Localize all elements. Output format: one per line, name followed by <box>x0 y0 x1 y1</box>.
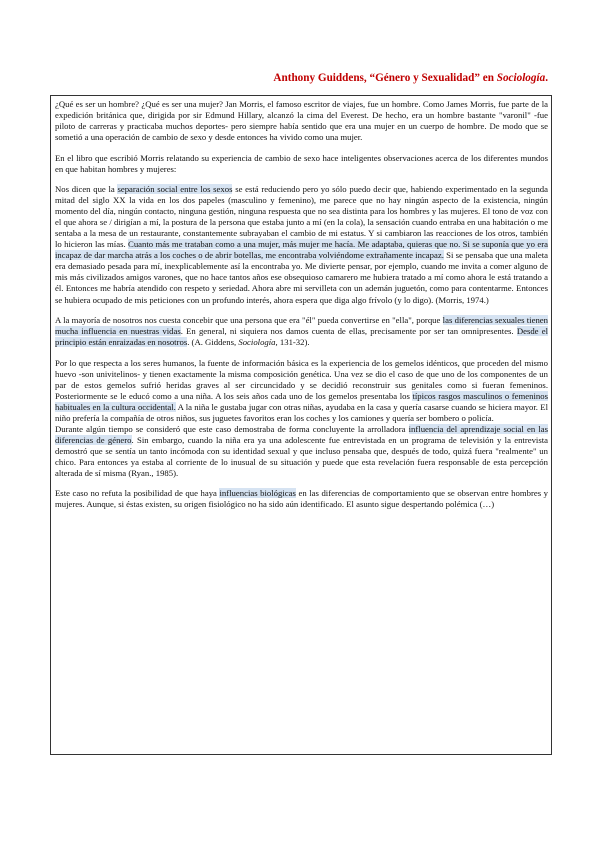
paragraph-morris-quote <box>55 184 548 306</box>
highlight-aprendizaje-social: influencia del aprendizaje social en las diferencias de género <box>55 423 548 445</box>
quote-text: Si se pensaba que una maleta era demasiado pesada para mí, inexplicablemente así la encontraba yo. Me divierte pensar, por ejemplo, cuando me invita a comer alguno de mis más civilizados amigos varones, que no hace tantos años ese obsequioso camarero me hubiera tratado a mí como ahora le está tratando a él. Entonces me habría atendido con respeto y seriedad. Ahora abre mi servilleta con un ademán juguetón, como para contentarme. Entonces se hubiera ocupado de mis peticiones con un profundo interés, ahora espera que diga algo frívolo (y lo digo). (Morris, 1974.) <box>55 250 549 305</box>
paragraph-text: . En general, ni siquiera nos damos cuenta de ellas, precisamente por ser tan omnipresentes. <box>180 326 517 337</box>
highlight-rasgos-tipicos: típicos rasgos masculinos o femeninos habituales en la cultura occidental. <box>55 390 548 412</box>
quote-text: Nos dicen que la <box>55 184 118 195</box>
header-book-title: Sociología <box>496 72 546 84</box>
paragraph-diferencias-sexuales <box>55 315 548 348</box>
paragraph-text: Durante algún tiempo se consideró que este caso demostraba de forma concluyente la arrolladora <box>55 423 409 434</box>
paragraph-text: en las diferencias de comportamiento que se observan entre hombres y mujeres. Aunque, si éstas existen, su origen fisiológico no ha sido aún identificado. El asunto sigue despertando polémica (…) <box>55 488 549 510</box>
paragraph-text: , 131-32). <box>275 337 310 348</box>
highlight-trato-mujer: Cuanto más me trataban como a una mujer, más mujer me hacía. Me adaptaba, quieras que no. Si se suponía que yo era incapaz de dar marcha atrás a los coches o de abrir botellas, me encontraba volviéndome extrañamente incapaz. <box>55 239 548 261</box>
header-author-title: Anthony Guiddens, “Género y Sexualidad” en <box>273 72 497 84</box>
paragraph-morris-book <box>55 153 548 175</box>
highlight-enraizadas: Desde el principio están enraizadas en nosotros <box>55 326 548 348</box>
quote-text: se está reduciendo pero yo sólo puedo decir que, habiendo experimentado en la segunda mitad del siglo XX la vida en los dos papeles (masculino y femenino), me parece que no hay ningún aspecto de la existencia, ningún momento del día, ningún contacto, ninguna gestión, ninguna respuesta que no sea distinta para los hombres y las mujeres. El tono de voz con el que ahora se / dirigían a mí, la postura de la persona que estaba junto a mí (en la cola), la sensación cuando entraba en una habitación o me sentaba a la mesa de un restaurante, constantemente subrayaban el cambio de mi estatus. Y si cambiaron las reacciones de los otros, también lo hicieron las mías. <box>55 184 549 250</box>
paragraph-text: . Sin embargo, cuando la niña era ya una adolescente fue entrevistada en un programa de televisión y la entrevista demostró que se sentía un tanto incómoda con su identidad sexual y que incluso pensaba que, después de todo, quizá fuera "realmente" un chico. Para entonces ya estaba al corriente de lo inusual de su situación y puede que esta revelación fuera responsable de esta percepción alterada de sí misma (Ryan., 1985). <box>55 434 548 478</box>
header-period: . <box>545 72 548 84</box>
paragraph-text: Por lo que respecta a los seres humanos, la fuente de información básica es la experiencia de los gemelos idénticos, que proceden del mismo huevo -son univitelinos- y tienen exactamente la misma composición genética. Una vez se dio el caso de que uno de los componentes de un par de estos gemelos sufrió heridas graves al ser circuncidado y se decidió reconstruir sus genitales como si fueran femeninos. Posteriormente se le educó como a una niña. A los seis años cada uno de los gemelos presentaba los <box>55 357 548 401</box>
paragraph-text: Este caso no refuta la posibilidad de que haya <box>55 488 220 499</box>
paragraph-text: . (A. Giddens, <box>187 337 239 348</box>
paragraph-influencias-biologicas <box>55 488 548 510</box>
citation-book-title: Sociología <box>238 337 276 348</box>
highlight-separacion-social: separación social entre los sexos <box>117 184 233 195</box>
paragraph-text: A la mayoría de nosotros nos cuesta concebir que una persona que era "él" pueda convertirse en "ella", porque <box>55 314 443 325</box>
paragraph-text: A la niña le gustaba jugar con otras niñas, ayudaba en la casa y quería casarse cuando se hiciera mayor. El niño prefería la compañía de otros niños, sus juguetes favoritos eran los coches y los camiones y quería ser bombero o policía. <box>55 401 548 423</box>
morris-book-text: En el libro que escribió Morris relatando su experiencia de cambio de sexo hace inteligentes observaciones acerca de los diferentes mundos en que habitan hombres y mujeres: <box>55 152 548 174</box>
highlight-influencias-biologicas: influencias biológicas <box>219 488 296 499</box>
intro-text: ¿Qué es ser un hombre? ¿Qué es ser una mujer? Jan Morris, el famoso escritor de viajes, fue un hombre. Como James Morris, fue parte de la expedición británica que, dirigida por sir Edmund Hillary, alcanzó la cima del Everest. De hecho, era un hombre bastante "varonil" -fue piloto de carreras y practicaba muchos deportes- pero siempre había sentido que era una mujer en un cuerpo de hombre. De modo que se sometió a una operación de cambio de sexo y desde entonces ha vivido como una mujer. <box>55 99 548 143</box>
paragraph-gemelos <box>55 358 548 424</box>
document-header <box>273 72 548 84</box>
paragraph-intro <box>55 99 548 143</box>
paragraph-aprendizaje-social <box>55 424 548 479</box>
highlight-diferencias-sexuales: las diferencias sexuales tienen mucha influencia en nuestras vidas <box>55 314 548 337</box>
text-frame <box>50 95 552 755</box>
